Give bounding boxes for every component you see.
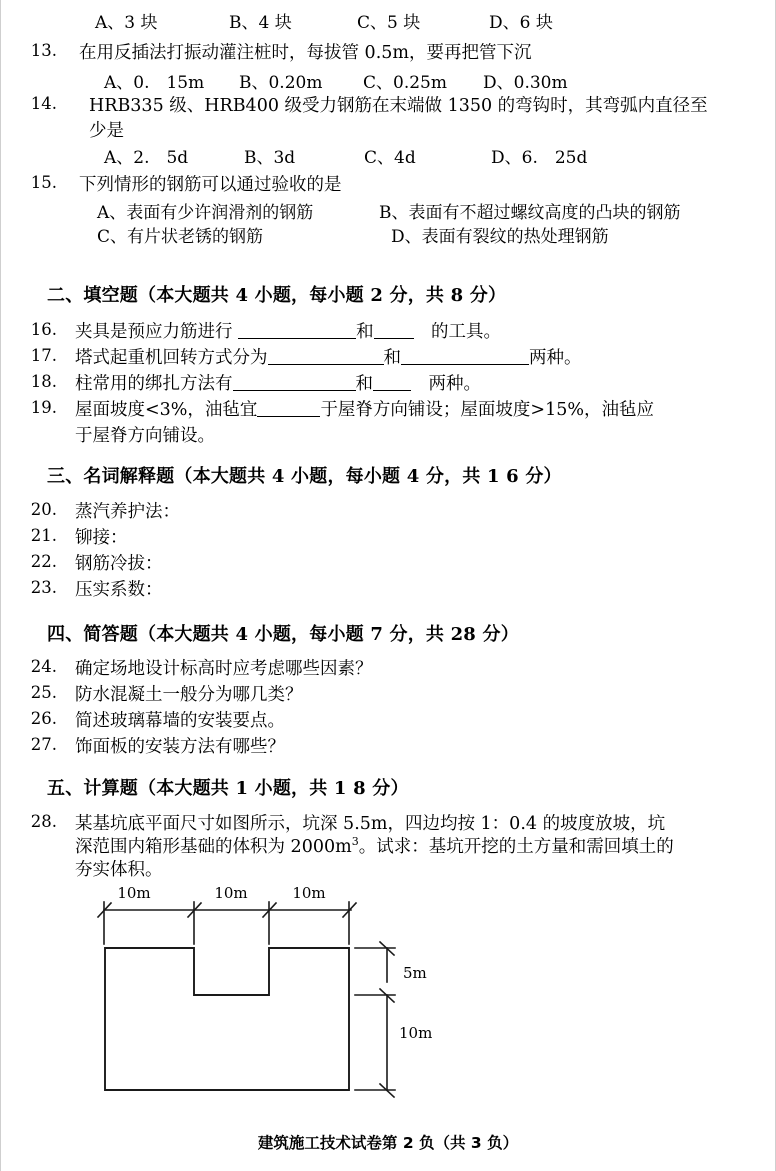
question-18-part-3: 两种。 bbox=[411, 374, 481, 394]
option-c: C、有片状老锈的钢筋 bbox=[97, 227, 264, 247]
question-13-text: 在用反插法打振动灌注桩时，每拔管 0.5m，要再把管下沉 bbox=[79, 43, 532, 63]
foundation-pit-plan-figure bbox=[81, 872, 461, 1112]
question-17-part-3: 两种。 bbox=[529, 348, 582, 368]
question-20-number: 20. bbox=[30, 500, 57, 519]
question-28-text-line-3: 夯实体积。 bbox=[75, 860, 163, 880]
question-27-number: 27. bbox=[30, 735, 57, 754]
question-17-number: 17. bbox=[30, 346, 57, 365]
question-18-part-2: 和 bbox=[355, 374, 373, 394]
question-24-number: 24. bbox=[30, 657, 57, 676]
question-19-number: 19. bbox=[30, 398, 57, 417]
right-dimension-label-5m: 5m bbox=[403, 964, 427, 982]
option-d: D、6. 25d bbox=[491, 148, 588, 168]
question-18-number: 18. bbox=[30, 372, 57, 391]
question-26-number: 26. bbox=[30, 709, 57, 728]
question-28-text-line-2 bbox=[75, 833, 674, 858]
question-19-text-line-1 bbox=[75, 396, 654, 421]
top-dimension-label-1: 10m bbox=[117, 884, 151, 902]
question-22-text: 钢筋冷拔： bbox=[75, 554, 163, 574]
question-28-text-line-1: 某基坑底平面尺寸如图所示，坑深 5.5m，四边均按 1：0.4 的坡度放坡，坑 bbox=[75, 814, 666, 834]
question-13-options bbox=[1, 68, 776, 92]
question-14-text-line-2: 少是 bbox=[89, 121, 124, 141]
question-15-options-row-2 bbox=[1, 222, 776, 246]
cubic-meter-exponent: 3 bbox=[351, 835, 359, 849]
question-23-text: 压实系数： bbox=[75, 580, 163, 600]
question-15-text: 下列情形的钢筋可以通过验收的是 bbox=[79, 175, 342, 195]
question-23-number: 23. bbox=[30, 578, 57, 597]
foundation-pit-svg bbox=[81, 872, 461, 1112]
question-18-part-1: 柱常用的绑扎方法有 bbox=[75, 374, 233, 394]
question-16-blank-2[interactable] bbox=[374, 338, 414, 339]
question-15-options-row-1 bbox=[1, 198, 776, 222]
question-28-line2-part-2: 。试求：基坑开挖的土方量和需回填土的 bbox=[358, 837, 674, 857]
question-24-text: 确定场地设计标高时应考虑哪些因素？ bbox=[75, 659, 373, 679]
question-18-blank-2[interactable] bbox=[373, 390, 411, 391]
question-28-line2-part-1: 深范围内箱形基础的体积为 2000m bbox=[75, 837, 352, 857]
question-19-part-2: 于屋脊方向铺设；屋面坡度>15%，油毡应 bbox=[320, 400, 654, 420]
option-a: A、表面有少许润滑剂的钢筋 bbox=[97, 203, 314, 223]
section-five-heading: 五、计算题（本大题共 1 小题，共 1 8 分） bbox=[47, 778, 409, 799]
question-14-number: 14. bbox=[30, 94, 57, 113]
question-20-text: 蒸汽养护法： bbox=[75, 502, 180, 522]
question-16-number: 16. bbox=[30, 320, 57, 339]
option-d: D、6 块 bbox=[489, 13, 553, 33]
option-d: D、0.30m bbox=[483, 73, 568, 93]
option-a: A、3 块 bbox=[95, 13, 158, 33]
option-b: B、3d bbox=[244, 148, 296, 168]
question-12-options bbox=[1, 8, 776, 32]
option-a: A、0. 15m bbox=[104, 73, 205, 93]
question-18-blank-1[interactable] bbox=[233, 390, 356, 391]
question-16-blank-1[interactable] bbox=[238, 338, 356, 339]
question-19-blank-1[interactable] bbox=[257, 416, 320, 417]
option-a: A、2. 5d bbox=[104, 148, 189, 168]
question-16-part-3: 的工具。 bbox=[413, 322, 502, 342]
question-15-number: 15. bbox=[30, 173, 57, 192]
question-17-part-1: 塔式起重机回转方式分为 bbox=[75, 348, 268, 368]
question-19-part-1: 屋面坡度<3%，油毡宜 bbox=[75, 400, 258, 420]
top-dimension-label-2: 10m bbox=[214, 884, 248, 902]
question-18-text bbox=[75, 370, 481, 395]
section-three-heading: 三、名词解释题（本大题共 4 小题，每小题 4 分，共 1 6 分） bbox=[47, 466, 562, 487]
section-four-heading: 四、简答题（本大题共 4 小题，每小题 7 分，共 28 分） bbox=[47, 624, 519, 645]
section-two-heading: 二、填空题（本大题共 4 小题，每小题 2 分，共 8 分） bbox=[47, 285, 507, 306]
question-28-number: 28. bbox=[30, 812, 57, 831]
question-26-text: 简述玻璃幕墙的安装要点。 bbox=[75, 711, 285, 731]
pit-outline bbox=[105, 948, 349, 1090]
question-16-part-1: 夹具是预应力筋进行 bbox=[75, 322, 239, 342]
page-footer: 建筑施工技术试卷第 2 负（共 3 负） bbox=[257, 1134, 519, 1152]
question-16-text bbox=[75, 318, 501, 343]
option-c: C、0.25m bbox=[363, 73, 447, 93]
option-b: B、4 块 bbox=[229, 13, 292, 33]
right-dimension-label-10m: 10m bbox=[399, 1024, 433, 1042]
question-17-blank-2[interactable] bbox=[401, 364, 529, 365]
question-21-number: 21. bbox=[30, 526, 57, 545]
question-14-text-line-1: HRB335 级、HRB400 级受力钢筋在末端做 1350 的弯钩时，其弯弧内直径至 bbox=[89, 96, 708, 116]
top-dimension-label-3: 10m bbox=[292, 884, 326, 902]
option-b: B、0.20m bbox=[239, 73, 323, 93]
question-14-options bbox=[1, 143, 776, 167]
option-d: D、表面有裂纹的热处理钢筋 bbox=[391, 227, 609, 247]
question-21-text: 铆接： bbox=[75, 528, 128, 548]
question-17-blank-1[interactable] bbox=[268, 364, 384, 365]
option-c: C、5 块 bbox=[357, 13, 421, 33]
option-c: C、4d bbox=[364, 148, 416, 168]
question-17-text bbox=[75, 344, 582, 369]
question-27-text: 饰面板的安装方法有哪些？ bbox=[75, 737, 285, 757]
question-19-text-line-2: 于屋脊方向铺设。 bbox=[75, 426, 215, 446]
question-25-number: 25. bbox=[30, 683, 57, 702]
question-25-text: 防水混凝土一般分为哪几类？ bbox=[75, 685, 303, 705]
option-b: B、表面有不超过螺纹高度的凸块的钢筋 bbox=[379, 203, 681, 223]
question-17-part-2: 和 bbox=[383, 348, 401, 368]
question-16-part-2: 和 bbox=[356, 322, 374, 342]
question-22-number: 22. bbox=[30, 552, 57, 571]
question-13-number: 13. bbox=[30, 41, 57, 60]
